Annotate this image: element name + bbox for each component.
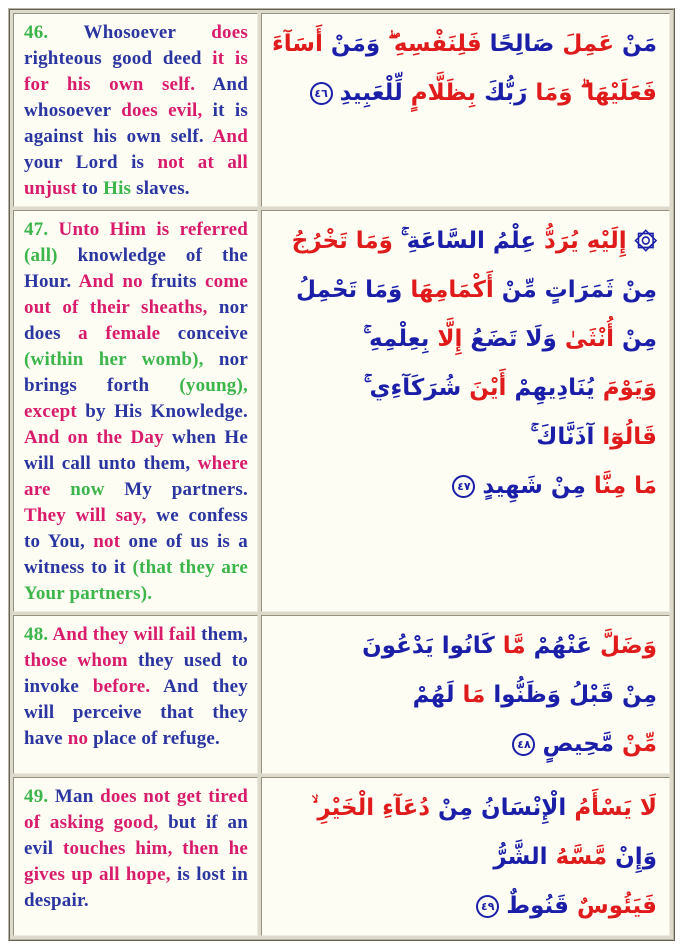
arabic-text-run: وَمَا تَخْرُجُ xyxy=(291,228,393,254)
arabic-line xyxy=(272,69,657,118)
text-run: now xyxy=(70,479,125,500)
text-run: (within her womb), xyxy=(24,349,219,370)
arabic-text-run: رَبُّكَ xyxy=(476,80,528,106)
arabic-text-run: عِلْمُ السَّاعَةِ ۚ xyxy=(392,228,537,254)
text-run: slaves. xyxy=(136,178,190,199)
text-run: it is against his own self. xyxy=(24,100,248,147)
text-run: conceive xyxy=(177,323,248,344)
text-run: touches him, then he gives up all hope, xyxy=(24,838,248,885)
arabic-text-run: مِّنْ xyxy=(614,731,657,757)
arabic-text-run: قَالُوٓا xyxy=(594,424,657,450)
text-run: them, xyxy=(201,624,248,645)
arabic-text-run: مَنْ xyxy=(614,31,657,57)
arabic-text-run: عَنْهُمْ xyxy=(525,633,592,659)
arabic-text-run: مَّسَّهُ xyxy=(547,844,608,870)
text-run: And whosoever xyxy=(24,74,248,121)
text-run: My partners. xyxy=(124,479,248,500)
arabic-text-run: لَا يَسْأَمُ xyxy=(566,795,657,821)
arabic-text-run: عَمِلَ xyxy=(554,31,615,57)
verse-48-arabic-cell xyxy=(261,615,670,774)
ayah-end-marker: ٤٨ xyxy=(512,733,535,756)
text-run: when He will call unto them, xyxy=(24,427,248,474)
arabic-line xyxy=(272,720,657,769)
text-run: come out of their sheaths, xyxy=(24,271,248,318)
text-run: where are xyxy=(24,453,248,500)
arabic-text-run: كَانُوا يَدْعُونَ xyxy=(362,633,495,659)
verse-46-translation-cell xyxy=(13,13,258,207)
arabic-text-run: دُعَآءِ الْخَيْرِ ۙ xyxy=(311,795,431,821)
arabic-line xyxy=(272,413,657,462)
arabic-text-run: قَنُوطٌ xyxy=(506,893,569,919)
text-run: not at all unjust xyxy=(24,152,248,199)
arabic-line xyxy=(272,266,657,315)
text-run: (that they are Your partners). xyxy=(24,557,248,604)
arabic-text-run: مِنْ ثَمَرَاتٍ مِّنْ xyxy=(493,277,657,303)
text-run: we confess to You, xyxy=(24,505,248,552)
verse-47-translation-cell xyxy=(13,210,258,612)
arabic-text-run: إِلَيْهِ يُرَدُّ xyxy=(536,228,627,254)
text-run: they used to invoke xyxy=(24,650,248,697)
arabic-text-run: أَسَآءَ xyxy=(271,31,323,57)
verse-48-translation-cell xyxy=(13,615,258,774)
text-run: 47. xyxy=(24,219,59,240)
arabic-line xyxy=(272,882,657,931)
arabic-text-run: مِنْ قَبْلُ xyxy=(561,682,657,708)
text-run: And they will perceive that they have xyxy=(24,676,248,749)
arabic-text-run: وَمَا تَحْمِلُ xyxy=(296,277,403,303)
arabic-line xyxy=(272,217,657,266)
arabic-line xyxy=(272,462,657,511)
arabic-text-run: مِنْ شَهِيدٍ xyxy=(482,473,586,499)
text-run: your Lord is xyxy=(24,152,158,173)
text-run: nor brings forth xyxy=(24,349,248,396)
text-run: (all) xyxy=(24,245,78,266)
arabic-line xyxy=(272,833,657,882)
ayah-end-marker: ٤٩ xyxy=(476,895,499,918)
text-run: no xyxy=(67,728,94,749)
text-run: (young), xyxy=(179,375,248,396)
arabic-text-run: فَلِنَفْسِهِ ۖ xyxy=(380,31,482,57)
arabic-text-run: فَعَلَيْهَا ۗ xyxy=(572,80,657,106)
text-run: those whom xyxy=(24,650,138,671)
text-run: And they will fail xyxy=(52,624,202,645)
arabic-text-run: وَمَنْ xyxy=(322,31,381,57)
text-run: to xyxy=(81,178,104,199)
text-run: fruits xyxy=(151,271,205,292)
verse-47-translation-text xyxy=(24,217,248,607)
text-run: except xyxy=(24,401,86,422)
table-row-verse-47 xyxy=(13,210,670,612)
text-run: His xyxy=(103,178,137,199)
arabic-text-run: بِظَلَّامٍ xyxy=(402,80,477,106)
rub-el-hizb-icon: ۞ xyxy=(626,228,657,254)
arabic-text-run: وَظَنُّوا xyxy=(485,682,562,708)
quran-table xyxy=(8,8,675,941)
text-run: And xyxy=(212,126,248,147)
arabic-text-run: وَيَوْمَ xyxy=(594,375,657,401)
text-run: knowledge of the Hour. xyxy=(24,245,248,292)
arabic-text-run: مِنْ xyxy=(614,326,657,352)
text-run: before. xyxy=(92,676,164,697)
text-run: place of refuge. xyxy=(93,728,221,749)
arabic-text-run: شُرَكَآءِي ۚ xyxy=(363,375,462,401)
arabic-text-run: وَإِنْ xyxy=(607,844,657,870)
verse-46-arabic-cell xyxy=(261,13,670,207)
arabic-text-run: بِعِلْمِهِ ۚ xyxy=(363,326,430,352)
arabic-text-run: مَّا xyxy=(494,633,526,659)
text-run: but if an evil xyxy=(24,812,248,859)
text-run: righteous good deed xyxy=(24,48,213,69)
text-run: one of us is a witness to it xyxy=(24,531,248,578)
text-run: Unto Him is referred xyxy=(58,219,248,240)
ayah-end-marker: ٤٦ xyxy=(310,82,333,105)
text-run: Man xyxy=(54,786,101,807)
arabic-text-run: وَضَلَّ xyxy=(591,633,657,659)
table-row-verse-49 xyxy=(13,777,670,936)
arabic-line xyxy=(272,364,657,413)
arabic-text-run: الْإِنْسَانُ مِنْ xyxy=(430,795,567,821)
arabic-text-run: أَيْنَ xyxy=(461,375,507,401)
text-run: 48. xyxy=(24,624,53,645)
text-run: does evil, xyxy=(121,100,213,121)
text-run: 49. xyxy=(24,786,55,807)
text-run: by His Knowledge. xyxy=(85,401,248,422)
arabic-text-run: أَكْمَامِهَا xyxy=(402,277,494,303)
arabic-text-run: لِّلْعَبِيدِ xyxy=(339,80,403,106)
arabic-line xyxy=(272,20,657,69)
arabic-text-run: أُنْثَىٰ xyxy=(556,326,615,352)
arabic-line xyxy=(272,784,657,833)
arabic-text-run: آذَنَّاكَ ۚ xyxy=(530,424,595,450)
text-run: a female xyxy=(78,323,178,344)
arabic-text-run: وَلَا تَضَعُ xyxy=(462,326,557,352)
text-run: And no xyxy=(78,271,152,292)
text-run: not xyxy=(93,531,129,552)
arabic-text-run: مَّحِيصٍ xyxy=(542,731,615,757)
arabic-line xyxy=(272,315,657,364)
text-run: does not get tired of asking good, xyxy=(24,786,248,833)
text-run: And on the Day xyxy=(24,427,173,448)
text-run: it is for his own self. xyxy=(24,48,248,95)
arabic-text-run: يُنَادِيهِمْ xyxy=(506,375,595,401)
table-row-verse-48 xyxy=(13,615,670,774)
verse-49-translation-cell xyxy=(13,777,258,936)
text-run: 46. xyxy=(24,22,84,43)
verse-47-arabic-cell xyxy=(261,210,670,612)
ayah-end-marker: ٤٧ xyxy=(452,475,475,498)
arabic-text-run: فَيَئُوسٌ xyxy=(568,893,657,919)
text-run: nor does xyxy=(24,297,248,344)
verse-46-translation-text xyxy=(24,20,248,202)
text-run: does xyxy=(211,22,248,43)
text-run: is lost in despair. xyxy=(24,864,248,911)
text-run: Whosoever xyxy=(83,22,212,43)
arabic-line xyxy=(272,622,657,671)
table-row-verse-46 xyxy=(13,13,670,207)
arabic-text-run: صَالِحًا xyxy=(481,31,555,57)
arabic-text-run: الشَّرُّ xyxy=(493,844,548,870)
verse-49-translation-text xyxy=(24,784,248,914)
verse-49-arabic-cell xyxy=(261,777,670,936)
arabic-text-run: مَا مِنَّا xyxy=(585,473,657,499)
arabic-text-run: وَمَا xyxy=(527,80,573,106)
arabic-text-run: مَا xyxy=(454,682,486,708)
verse-48-translation-text xyxy=(24,622,248,752)
text-run: They will say, xyxy=(24,505,157,526)
arabic-text-run: إِلَّا xyxy=(429,326,463,352)
arabic-line xyxy=(272,671,657,720)
arabic-text-run: لَهُمْ xyxy=(412,682,455,708)
